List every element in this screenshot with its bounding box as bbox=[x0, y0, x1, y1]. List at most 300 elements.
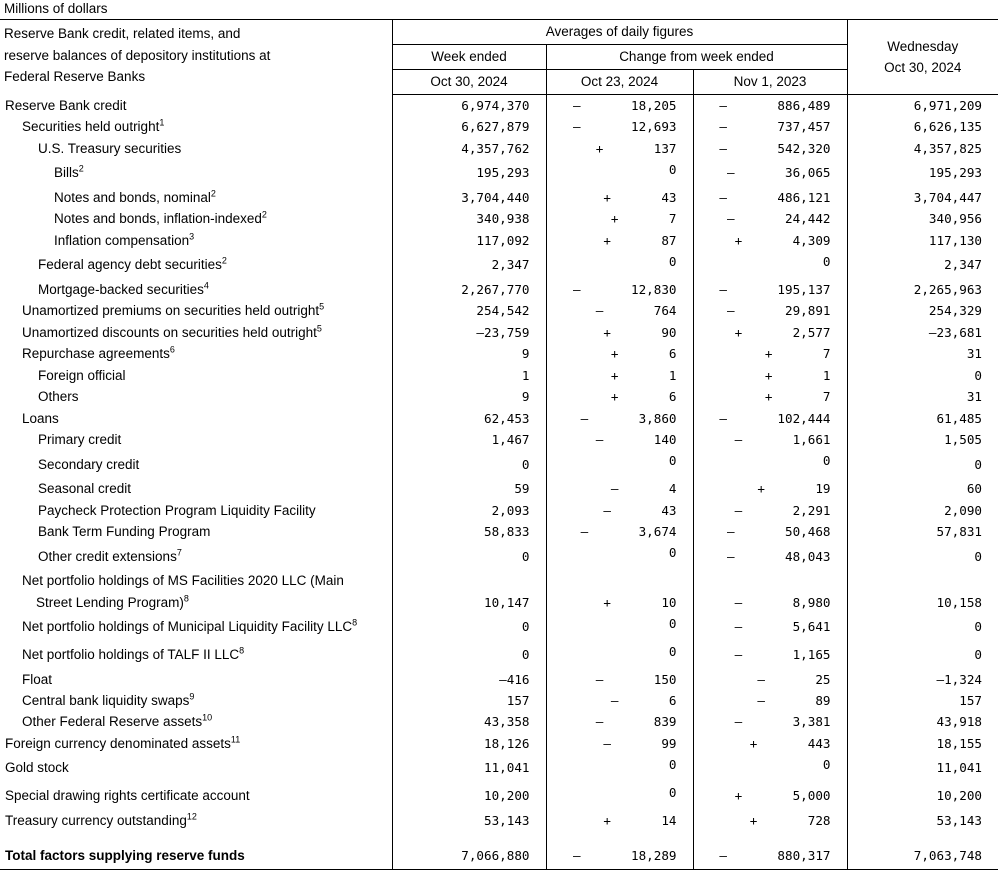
row-label-text: Secondary credit bbox=[38, 457, 139, 472]
change-week-value bbox=[546, 592, 693, 613]
wednesday-value bbox=[847, 408, 998, 429]
week-ended-value bbox=[392, 542, 546, 570]
week-ended-value-value: 7,066,880 bbox=[461, 845, 529, 866]
row-label bbox=[0, 754, 392, 782]
change-week-value-value: 7 bbox=[669, 208, 677, 229]
change-year-value bbox=[693, 570, 847, 591]
footnote-marker: 2 bbox=[79, 164, 84, 174]
change-week-value bbox=[546, 690, 693, 711]
footnote-marker: 8 bbox=[352, 618, 357, 628]
week-ended-value bbox=[392, 279, 546, 300]
wednesday-value-value: 43,918 bbox=[937, 711, 983, 732]
row-label bbox=[0, 230, 392, 251]
change-week-value bbox=[546, 116, 693, 137]
change-week-value-value: 150 bbox=[654, 669, 677, 690]
table-row bbox=[0, 500, 998, 521]
change-year-value bbox=[693, 208, 847, 229]
change-year-value-sign: – bbox=[719, 408, 777, 429]
change-week-value bbox=[546, 641, 693, 669]
table-row bbox=[0, 230, 998, 251]
change-year-value-value: 1,165 bbox=[793, 644, 831, 665]
week-ended-value bbox=[392, 408, 546, 429]
change-week-value-value: 90 bbox=[661, 322, 676, 343]
spacer-cell bbox=[847, 831, 998, 845]
row-label-text: Net portfolio holdings of TALF II LLC bbox=[22, 647, 239, 662]
wednesday-value-value: 6,971,209 bbox=[914, 95, 982, 116]
week-ended-value-value: 340,938 bbox=[476, 208, 529, 229]
change-week-value bbox=[546, 613, 693, 641]
change-year-value bbox=[693, 521, 847, 542]
change-week-value-value: 0 bbox=[669, 251, 677, 272]
change-week-value-value: 6 bbox=[669, 343, 677, 364]
spacer-cell bbox=[546, 831, 693, 845]
change-year-value bbox=[693, 365, 847, 386]
table-row bbox=[0, 450, 998, 478]
wednesday-value-value: 0 bbox=[974, 365, 982, 386]
change-year-value-value: 0 bbox=[823, 450, 831, 471]
change-week-value-value: 764 bbox=[654, 300, 677, 321]
change-year-value-sign: – bbox=[735, 592, 793, 613]
row-label-text: Treasury currency outstanding bbox=[5, 813, 187, 828]
week-ended-value bbox=[392, 159, 546, 187]
row-label-text: Seasonal credit bbox=[38, 481, 131, 496]
week-ended-value-value: 53,143 bbox=[484, 810, 530, 831]
stub-header-line-1: Reserve Bank credit, related items, and bbox=[4, 23, 392, 45]
change-week-value-sign bbox=[611, 613, 669, 634]
wednesday-value bbox=[847, 592, 998, 613]
row-label-text: Street Lending Program) bbox=[36, 595, 184, 610]
footnote-marker: 8 bbox=[184, 593, 189, 603]
change-year-value-value: 1 bbox=[823, 365, 831, 386]
change-year-value-value: 50,468 bbox=[785, 521, 831, 542]
row-label-text: Gold stock bbox=[5, 760, 69, 775]
row-label-text: Float bbox=[22, 672, 52, 687]
change-year-value bbox=[693, 116, 847, 137]
h41-factors-table bbox=[0, 19, 998, 870]
change-week-value bbox=[546, 521, 693, 542]
change-year-value bbox=[693, 613, 847, 641]
wednesday-value bbox=[847, 365, 998, 386]
change-year-value-sign: – bbox=[735, 500, 793, 521]
row-label-text: Central bank liquidity swaps bbox=[22, 693, 189, 708]
change-week-value bbox=[546, 733, 693, 754]
total-row-label bbox=[0, 845, 392, 866]
change-week-value-sign: + bbox=[596, 138, 654, 159]
change-week-value bbox=[546, 500, 693, 521]
row-label-text: Net portfolio holdings of MS Facilities 2020 LLC (Main bbox=[22, 573, 344, 588]
wednesday-value-value: 3,704,447 bbox=[914, 187, 982, 208]
row-label bbox=[0, 782, 392, 810]
change-week-value-sign: – bbox=[611, 478, 669, 499]
change-week-value-sign bbox=[611, 641, 669, 662]
change-year-value-sign: – bbox=[757, 669, 815, 690]
week-ended-value-value: 2,267,770 bbox=[461, 279, 529, 300]
wednesday-value-value: 61,485 bbox=[937, 408, 983, 429]
change-year-value-value: 36,065 bbox=[785, 162, 831, 183]
week-ended-value-value: 0 bbox=[522, 454, 530, 475]
wednesday-value bbox=[847, 782, 998, 810]
change-week-value bbox=[546, 408, 693, 429]
change-week-value-sign: + bbox=[611, 208, 669, 229]
row-label-text: Foreign official bbox=[38, 368, 126, 383]
wednesday-value-value: 10,158 bbox=[937, 592, 983, 613]
bottom-rule-row bbox=[0, 867, 998, 870]
week-ended-value bbox=[392, 138, 546, 159]
week-ended-value bbox=[392, 521, 546, 542]
row-label bbox=[0, 343, 392, 364]
table-row bbox=[0, 343, 998, 364]
change-week-value-sign bbox=[611, 542, 669, 563]
change-year-value-value: 0 bbox=[823, 251, 831, 272]
change-week-value-sign: – bbox=[603, 500, 661, 521]
change-year-value bbox=[693, 343, 847, 364]
footnote-marker: 5 bbox=[319, 302, 324, 312]
change-week-value-value: 43 bbox=[661, 187, 676, 208]
change-year-value bbox=[693, 159, 847, 187]
wednesday-value bbox=[847, 138, 998, 159]
week-ended-value-value: 6,627,879 bbox=[461, 116, 529, 137]
change-week-value-sign: + bbox=[611, 365, 669, 386]
row-label bbox=[0, 500, 392, 521]
footnote-marker: 7 bbox=[177, 547, 182, 557]
wednesday-value bbox=[847, 187, 998, 208]
change-year-value-sign: + bbox=[750, 733, 808, 754]
row-label-text: U.S. Treasury securities bbox=[38, 141, 181, 156]
wednesday-value bbox=[847, 116, 998, 137]
week-ended-value bbox=[392, 754, 546, 782]
bottom-rule-cell bbox=[546, 867, 693, 870]
change-year-value-value: 7 bbox=[823, 343, 831, 364]
change-year-value-sign: – bbox=[719, 95, 777, 116]
week-ended-value bbox=[392, 230, 546, 251]
row-label-text: Unamortized discounts on securities held outright bbox=[22, 325, 317, 340]
total-row bbox=[0, 845, 998, 866]
footnote-marker: 2 bbox=[211, 189, 216, 199]
change-year-value-value: 89 bbox=[815, 690, 830, 711]
week-ended-value bbox=[392, 782, 546, 810]
wednesday-value bbox=[847, 641, 998, 669]
row-label bbox=[0, 322, 392, 343]
week-ended-value-value: 6,974,370 bbox=[461, 95, 529, 116]
table-row bbox=[0, 208, 998, 229]
week-ended-value-value: 0 bbox=[522, 644, 530, 665]
change-year-value-sign: + bbox=[735, 322, 793, 343]
change-week-value-sign: + bbox=[611, 386, 669, 407]
week-ended-value-value: 2,093 bbox=[492, 500, 530, 521]
change-year-value-sign: – bbox=[727, 208, 785, 229]
wednesday-value-value: 0 bbox=[974, 454, 982, 475]
change-year-value-sign: + bbox=[735, 785, 793, 806]
week-ended-value bbox=[392, 300, 546, 321]
row-label bbox=[0, 641, 392, 669]
wednesday-value bbox=[847, 478, 998, 499]
week-ended-value-value: 2,347 bbox=[492, 254, 530, 275]
row-label bbox=[0, 251, 392, 279]
wednesday-value bbox=[847, 711, 998, 732]
change-year-value-value: 880,317 bbox=[777, 845, 830, 866]
change-week-value-sign: – bbox=[581, 521, 639, 542]
row-label-text: Total factors supplying reserve funds bbox=[5, 848, 245, 863]
change-year-value-sign: – bbox=[727, 162, 785, 183]
row-label-text: Net portfolio holdings of Municipal Liquidity Facility LLC bbox=[22, 619, 352, 634]
row-label-text: Mortgage-backed securities bbox=[38, 282, 204, 297]
change-year-value bbox=[693, 754, 847, 782]
row-label bbox=[0, 279, 392, 300]
change-week-value bbox=[546, 782, 693, 810]
change-year-value bbox=[693, 845, 847, 866]
change-week-value-sign: – bbox=[611, 690, 669, 711]
change-week-value-value: 43 bbox=[661, 500, 676, 521]
change-week-value-sign bbox=[611, 782, 669, 803]
table-row bbox=[0, 542, 998, 570]
wednesday-value bbox=[847, 690, 998, 711]
row-label-text: Other Federal Reserve assets bbox=[22, 714, 202, 729]
change-week-value-value: 3,674 bbox=[639, 521, 677, 542]
wednesday-value-value: 1,505 bbox=[944, 429, 982, 450]
table-row bbox=[0, 669, 998, 690]
change-year-value-value: 24,442 bbox=[785, 208, 831, 229]
footnote-marker: 11 bbox=[231, 734, 240, 744]
table-row bbox=[0, 300, 998, 321]
week-ended-value bbox=[392, 570, 546, 591]
spacer-row bbox=[0, 831, 998, 845]
wednesday-value-value: 0 bbox=[974, 644, 982, 665]
spacer-cell bbox=[693, 831, 847, 845]
table-row bbox=[0, 613, 998, 641]
change-week-value bbox=[546, 230, 693, 251]
change-year-value-sign: + bbox=[757, 478, 815, 499]
week-ended-value-value: 10,147 bbox=[484, 592, 530, 613]
group-header-averages: Averages of daily figures bbox=[392, 20, 847, 45]
wednesday-value-value: 11,041 bbox=[937, 757, 983, 778]
change-year-value-sign: + bbox=[765, 365, 823, 386]
row-label-text: Paycheck Protection Program Liquidity Facility bbox=[38, 503, 316, 518]
week-ended-value bbox=[392, 845, 546, 866]
row-label bbox=[0, 408, 392, 429]
row-label bbox=[0, 138, 392, 159]
change-year-value bbox=[693, 187, 847, 208]
change-week-value-value: 0 bbox=[669, 159, 677, 180]
change-year-value-sign: + bbox=[735, 230, 793, 251]
change-year-value-sign: + bbox=[765, 343, 823, 364]
row-label bbox=[0, 542, 392, 570]
change-year-value-sign: – bbox=[719, 279, 777, 300]
change-week-value-value: 0 bbox=[669, 450, 677, 471]
change-year-value-value: 443 bbox=[808, 733, 831, 754]
row-label bbox=[0, 208, 392, 229]
change-year-value-sign: – bbox=[735, 711, 793, 732]
wednesday-value bbox=[847, 754, 998, 782]
change-year-value-sign: – bbox=[719, 187, 777, 208]
change-year-value-value: 5,000 bbox=[793, 785, 831, 806]
wednesday-value-value: –1,324 bbox=[937, 669, 983, 690]
footnote-marker: 1 bbox=[159, 118, 164, 128]
wednesday-value-value: 53,143 bbox=[937, 810, 983, 831]
change-year-value-value: 542,320 bbox=[777, 138, 830, 159]
week-ended-value bbox=[392, 251, 546, 279]
bottom-rule-cell bbox=[693, 867, 847, 870]
row-label bbox=[0, 300, 392, 321]
change-year-value-sign: – bbox=[735, 644, 793, 665]
change-week-value bbox=[546, 159, 693, 187]
change-year-value bbox=[693, 279, 847, 300]
week-ended-value-value: 0 bbox=[522, 546, 530, 567]
change-year-value bbox=[693, 230, 847, 251]
change-week-value-sign: + bbox=[603, 322, 661, 343]
week-ended-value-value: 62,453 bbox=[484, 408, 530, 429]
row-label-text: Bills bbox=[54, 165, 79, 180]
change-week-value bbox=[546, 365, 693, 386]
change-year-value-sign: – bbox=[719, 845, 777, 866]
week-ended-value-value: 195,293 bbox=[476, 162, 529, 183]
table-row bbox=[0, 116, 998, 137]
change-year-value-value: 728 bbox=[808, 810, 831, 831]
change-year-value-value: 195,137 bbox=[777, 279, 830, 300]
wednesday-value bbox=[847, 429, 998, 450]
row-label bbox=[0, 613, 392, 641]
change-week-value bbox=[546, 386, 693, 407]
wednesday-value-value: 57,831 bbox=[937, 521, 983, 542]
spacer-cell bbox=[0, 831, 392, 845]
stub-header-line-2: reserve balances of depository institutions at bbox=[4, 45, 392, 67]
change-week-value-value: 18,289 bbox=[631, 845, 677, 866]
change-week-value-sign: – bbox=[573, 116, 631, 137]
table-row bbox=[0, 641, 998, 669]
row-label bbox=[0, 521, 392, 542]
week-ended-value-value: 59 bbox=[514, 478, 529, 499]
footnote-marker: 4 bbox=[204, 281, 209, 291]
table-row bbox=[0, 279, 998, 300]
change-year-value-value: 102,444 bbox=[777, 408, 830, 429]
wednesday-value-value: 157 bbox=[959, 690, 982, 711]
change-year-value bbox=[693, 478, 847, 499]
week-ended-value bbox=[392, 613, 546, 641]
table-row bbox=[0, 521, 998, 542]
week-ended-value bbox=[392, 365, 546, 386]
row-label bbox=[0, 669, 392, 690]
table-header bbox=[0, 20, 998, 95]
wednesday-value-value: –23,681 bbox=[929, 322, 982, 343]
change-week-value bbox=[546, 669, 693, 690]
row-label bbox=[0, 159, 392, 187]
change-year-value-sign: – bbox=[719, 138, 777, 159]
change-week-value-value: 0 bbox=[669, 542, 677, 563]
row-label-text: Notes and bonds, inflation-indexed bbox=[54, 211, 262, 226]
table-body bbox=[0, 95, 998, 870]
week-ended-value bbox=[392, 478, 546, 499]
wednesday-value bbox=[847, 500, 998, 521]
change-week-value bbox=[546, 95, 693, 117]
change-week-value-sign: – bbox=[603, 733, 661, 754]
change-week-value bbox=[546, 279, 693, 300]
change-year-value-sign: – bbox=[727, 521, 785, 542]
row-label bbox=[0, 592, 392, 613]
row-label bbox=[0, 116, 392, 137]
change-week-value-value: 0 bbox=[669, 754, 677, 775]
wednesday-date: Oct 30, 2024 bbox=[848, 57, 998, 78]
change-week-value bbox=[546, 429, 693, 450]
wednesday-value bbox=[847, 251, 998, 279]
footnote-marker: 12 bbox=[187, 811, 197, 821]
row-label bbox=[0, 95, 392, 117]
week-ended-value-value: 4,357,762 bbox=[461, 138, 529, 159]
change-week-value bbox=[546, 845, 693, 866]
wednesday-value-value: 6,626,135 bbox=[914, 116, 982, 137]
change-week-value bbox=[546, 251, 693, 279]
change-year-value-sign: – bbox=[735, 616, 793, 637]
row-label bbox=[0, 711, 392, 732]
change-year-value-value: 5,641 bbox=[793, 616, 831, 637]
table-row bbox=[0, 365, 998, 386]
wednesday-value bbox=[847, 279, 998, 300]
wednesday-value bbox=[847, 613, 998, 641]
table-row bbox=[0, 138, 998, 159]
change-week-value-value: 18,205 bbox=[631, 95, 677, 116]
week-ended-value bbox=[392, 733, 546, 754]
change-year-value-value: 886,489 bbox=[777, 95, 830, 116]
week-ended-value-value: 254,542 bbox=[476, 300, 529, 321]
table-row bbox=[0, 322, 998, 343]
wednesday-value bbox=[847, 300, 998, 321]
row-label bbox=[0, 187, 392, 208]
change-week-value-value: 140 bbox=[654, 429, 677, 450]
row-label bbox=[0, 386, 392, 407]
change-week-value-sign: – bbox=[596, 429, 654, 450]
table-row bbox=[0, 408, 998, 429]
week-ended-value bbox=[392, 116, 546, 137]
change-week-value bbox=[546, 450, 693, 478]
change-year-value bbox=[693, 592, 847, 613]
week-ended-label: Week ended bbox=[392, 45, 546, 70]
change-week-value-value: 137 bbox=[654, 138, 677, 159]
week-ended-value bbox=[392, 95, 546, 117]
stub-header-line-3: Federal Reserve Banks bbox=[4, 66, 392, 88]
change-week-value-value: 87 bbox=[661, 230, 676, 251]
change-week-value bbox=[546, 343, 693, 364]
change-week-value-value: 0 bbox=[669, 641, 677, 662]
week-ended-value-value: 1,467 bbox=[492, 429, 530, 450]
table-row bbox=[0, 690, 998, 711]
week-ended-value-value: 157 bbox=[507, 690, 530, 711]
wednesday-value bbox=[847, 733, 998, 754]
row-label-text: Repurchase agreements bbox=[22, 346, 170, 361]
row-label-text: Other credit extensions bbox=[38, 549, 177, 564]
change-year-value bbox=[693, 322, 847, 343]
change-year-value-value: 19 bbox=[815, 478, 830, 499]
table-row bbox=[0, 592, 998, 613]
change-week-value bbox=[546, 542, 693, 570]
change-year-value-sign bbox=[765, 754, 823, 775]
change-year-value-sign bbox=[765, 450, 823, 471]
row-label bbox=[0, 365, 392, 386]
week-ended-value bbox=[392, 641, 546, 669]
week-ended-value bbox=[392, 208, 546, 229]
wednesday-value-value: 2,090 bbox=[944, 500, 982, 521]
wednesday-value bbox=[847, 343, 998, 364]
wednesday-value bbox=[847, 845, 998, 866]
change-year-value-value: 4,309 bbox=[793, 230, 831, 251]
row-label-text: Reserve Bank credit bbox=[5, 98, 127, 113]
row-label-text: Others bbox=[38, 389, 79, 404]
wednesday-value-value: 254,329 bbox=[929, 300, 982, 321]
change-week-value-sign bbox=[611, 754, 669, 775]
change-week-value-sign: – bbox=[573, 279, 631, 300]
change-week-value-value: 3,860 bbox=[639, 408, 677, 429]
change-year-value bbox=[693, 300, 847, 321]
change-week-value bbox=[546, 478, 693, 499]
wednesday-value bbox=[847, 159, 998, 187]
row-label-text: Primary credit bbox=[38, 432, 121, 447]
